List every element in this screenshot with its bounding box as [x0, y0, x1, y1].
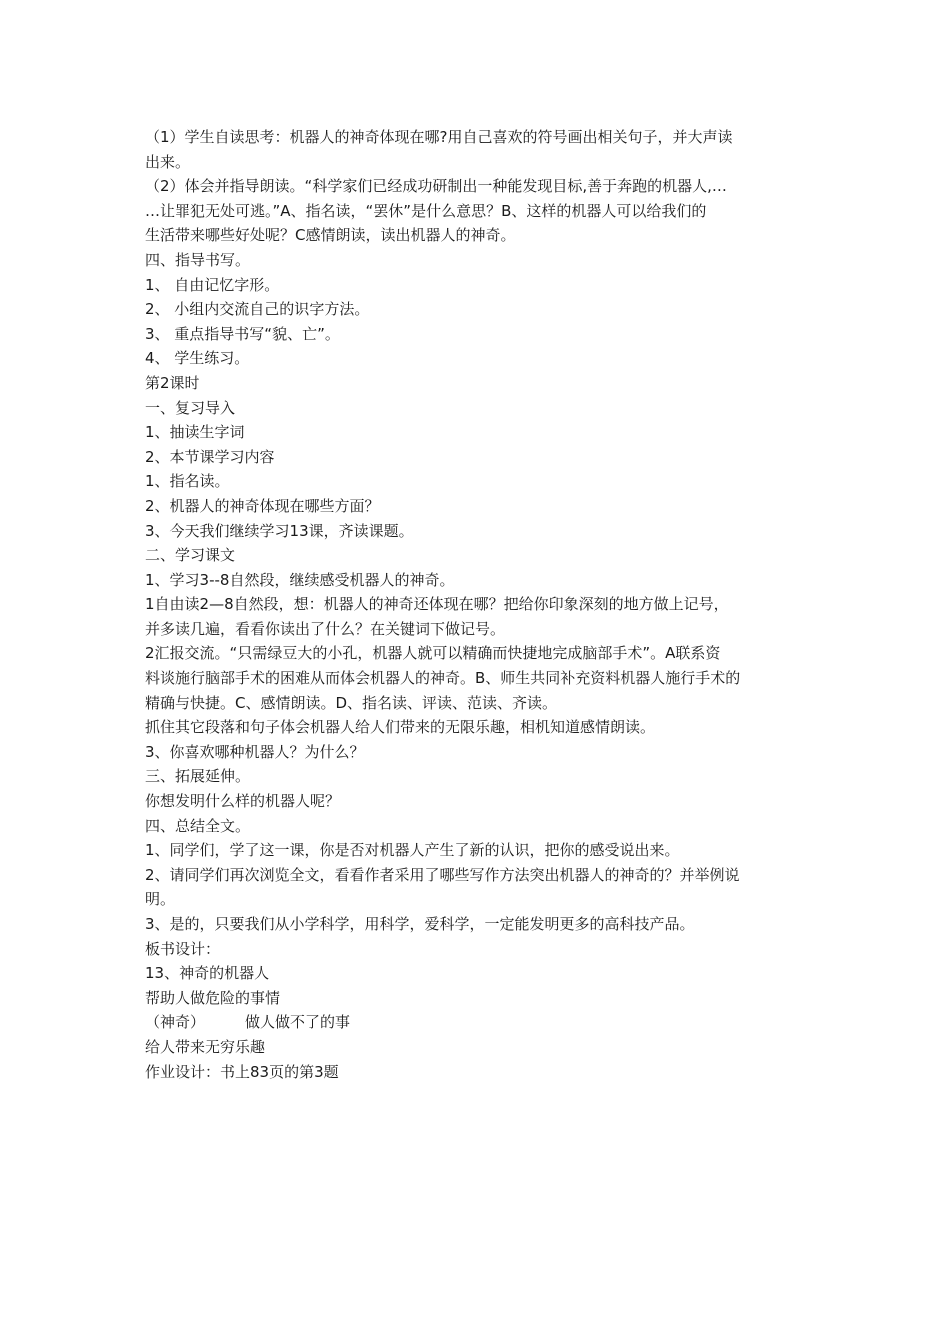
text-line: （2）体会并指导朗读。“科学家们已经成功研制出一种能发现目标,善于奔跑的机器人,… [145, 177, 727, 196]
text-line: 3、是的，只要我们从小学科学，用科学，爱科学，一定能发明更多的高科技产品。 [145, 915, 695, 933]
text-line: 一、复习导入 [145, 398, 236, 417]
text-line: 1、抽读生字词 [145, 423, 245, 442]
board-row-right: 做人做不了的事 [245, 1013, 351, 1032]
text-line: （1）学生自读思考：机器人的神奇体现在哪?用自己喜欢的符号画出相关句子，并大声读 [145, 128, 733, 146]
text-line: 3、 重点指导书写“貌、亡”。 [145, 324, 340, 343]
text-line: 精确与快捷。C、感情朗读。D、指名读、评读、范读、齐读。 [145, 693, 558, 712]
document-tail [145, 1035, 815, 1084]
text-line: 并多读几遍，看看你读出了什么？在关键词下做记号。 [145, 619, 506, 638]
text-line: 1、指名读。 [145, 472, 230, 491]
text-line: 四、指导书写。 [145, 250, 251, 269]
text-line: 2、机器人的神奇体现在哪些方面？ [145, 496, 380, 515]
text-line: 3、今天我们继续学习13课，齐读课题。 [145, 521, 414, 540]
text-line: 生活带来哪些好处呢？C感情朗读，读出机器人的神奇。 [145, 226, 516, 245]
text-line: 明。 [145, 890, 176, 909]
text-line: 4、 学生练习。 [145, 349, 250, 368]
document-page [145, 125, 815, 1084]
text-line: 三、拓展延伸。 [145, 767, 251, 786]
text-line: 抓住其它段落和句子体会机器人给人们带来的无限乐趣，相机知道感情朗读。 [145, 718, 656, 737]
text-line: 料谈施行脑部手术的困难从而体会机器人的神奇。B、师生共同补充资料机器人施行手术的 [145, 669, 741, 688]
text-line: 2、请同学们再次浏览全文，看看作者采用了哪些写作方法突出机器人的神奇的？并举例说 [145, 865, 740, 884]
text-line: 2汇报交流。“只需绿豆大的小孔，机器人就可以精确而快捷地完成脑部手术”。A联系资 [145, 644, 721, 663]
text-line: 二、学习课文 [145, 546, 236, 565]
text-line: 1、学习3--8自然段，继续感受机器人的神奇。 [145, 570, 455, 589]
board-row-left: （神奇） [145, 1013, 206, 1032]
text-line: 3、你喜欢哪种机器人？为什么？ [145, 742, 365, 761]
text-line: 四、总结全文。 [145, 816, 251, 835]
text-line: …让罪犯无处可逃。”A、指名读，“罢休”是什么意思？B、这样的机器人可以给我们的 [145, 201, 707, 220]
text-line: 出来。 [145, 152, 191, 171]
text-line: 1、 自由记忆字形。 [145, 275, 280, 294]
text-line: 给人带来无穷乐趣 [145, 1037, 266, 1056]
text-line: 作业设计：书上83页的第3题 [145, 1062, 339, 1081]
text-line: 2、本节课学习内容 [145, 447, 275, 466]
text-line: 板书设计： [145, 939, 221, 958]
text-line: 第2课时 [145, 373, 200, 392]
text-line: 你想发明什么样的机器人呢？ [145, 792, 341, 811]
text-line: 13、神奇的机器人 [145, 964, 270, 983]
text-line: 2、 小组内交流自己的识字方法。 [145, 300, 370, 319]
text-line: 1、同学们，学了这一课，你是否对机器人产生了新的认识，把你的感受说出来。 [145, 841, 680, 860]
board-row [145, 1010, 815, 1035]
text-line: 1自由读2—8自然段，想：机器人的神奇还体现在哪？把给你印象深刻的地方做上记号， [145, 595, 729, 614]
text-line: 帮助人做危险的事情 [145, 988, 281, 1007]
document-body [145, 125, 815, 1010]
